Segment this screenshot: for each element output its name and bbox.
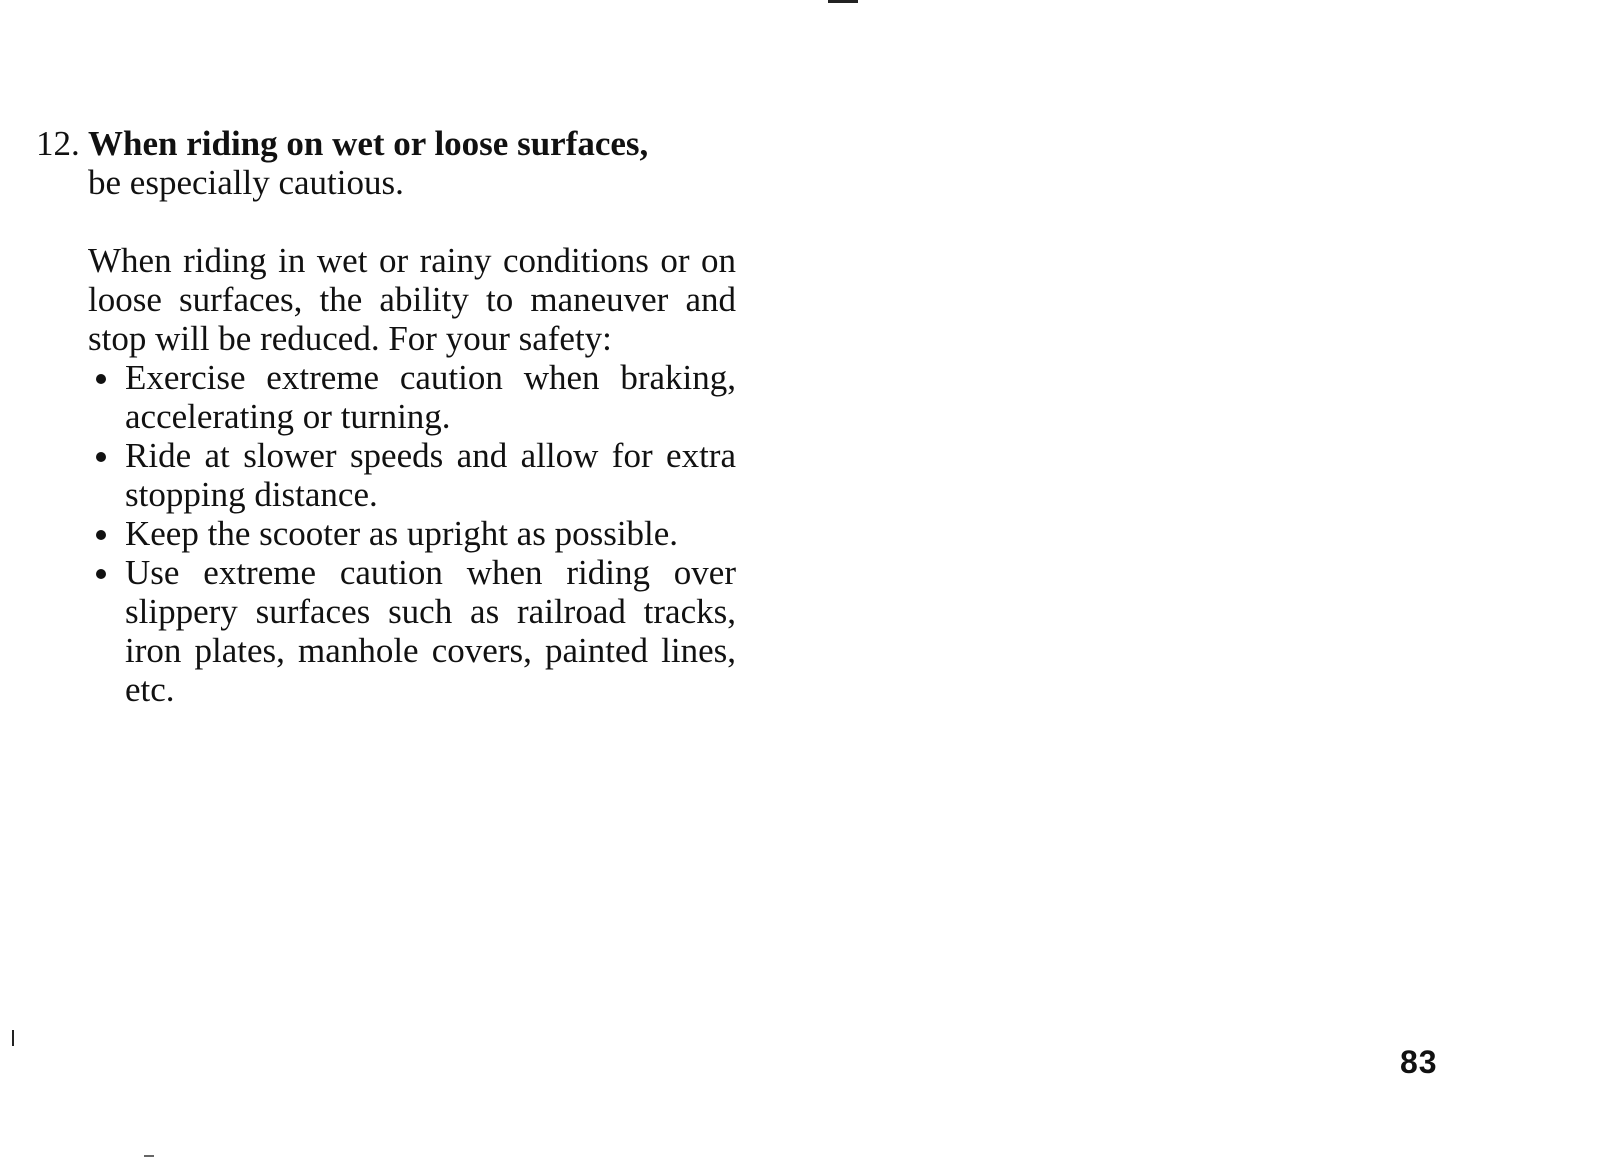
bullet-icon — [96, 569, 106, 579]
item-subtitle: be especially cautious. — [88, 163, 404, 202]
page-number: 83 — [1400, 1044, 1438, 1080]
scan-mark — [828, 0, 858, 3]
bullet-text: Keep the scooter as upright as possible. — [125, 514, 679, 553]
item-paragraph: When riding in wet or rainy conditions or on loose surfaces, the ability to maneuver and stop will be reduced. For your safety: — [88, 241, 736, 358]
item-heading — [36, 124, 736, 163]
bullet-icon — [96, 452, 106, 462]
safety-item — [36, 124, 736, 709]
bullet-text: Use extreme caution when riding over slippery surfaces such as railroad tracks, iron plates, manhole covers, painted lines, etc. — [125, 553, 736, 709]
bullet-list — [88, 358, 736, 709]
bullet-item — [88, 514, 736, 553]
bullet-icon — [96, 374, 106, 384]
item-number: 12. — [36, 124, 80, 163]
scan-mark — [144, 1155, 154, 1157]
bullet-item — [88, 553, 736, 709]
bullet-text: Ride at slower speeds and allow for extra stopping distance. — [125, 436, 736, 514]
bullet-text: Exercise extreme caution when braking, accelerating or turning. — [125, 358, 736, 436]
item-title: When riding on wet or loose surfaces, — [88, 124, 649, 163]
scan-mark — [12, 1030, 14, 1046]
bullet-item — [88, 358, 736, 436]
bullet-item — [88, 436, 736, 514]
item-body — [88, 163, 736, 709]
bullet-icon — [96, 530, 106, 540]
